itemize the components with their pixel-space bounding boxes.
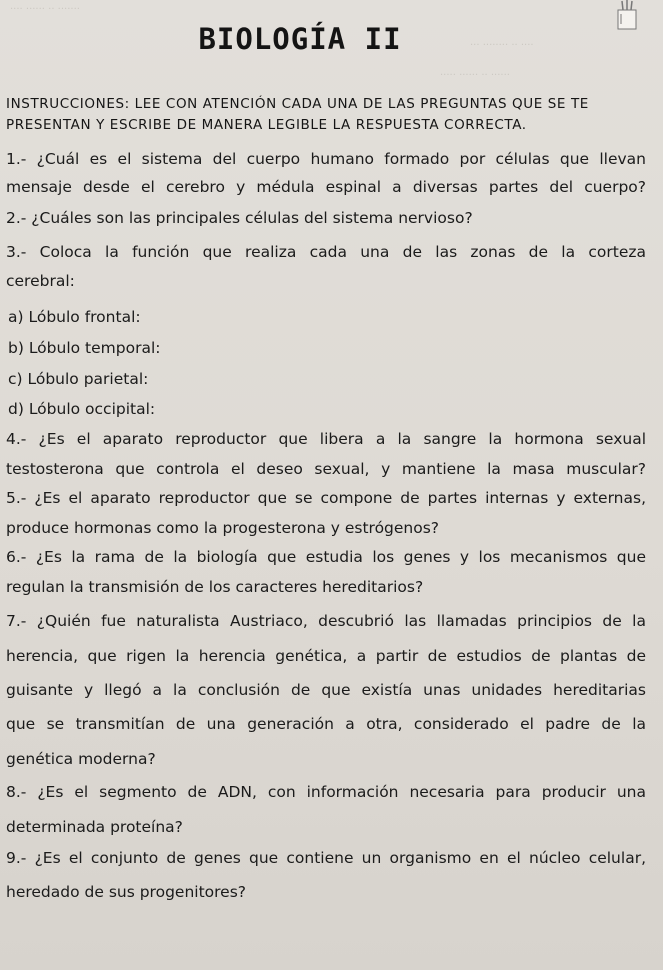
question-5-line-2: produce hormonas como la progesterona y estrógenos? bbox=[6, 519, 440, 537]
question-8-line-2: determinada proteína? bbox=[6, 818, 183, 836]
lobe-parietal: c) Lóbulo parietal: bbox=[8, 370, 149, 388]
question-4-line-2: testosterona que controla el deseo sexual, y mantiene la masa muscular? bbox=[6, 460, 646, 478]
question-7-line-5: genética moderna? bbox=[6, 750, 156, 768]
question-9-line-1: 9.- ¿Es el conjunto de genes que contiene un organismo en el núcleo celular, bbox=[6, 849, 646, 867]
bleed-through-text: ···· ······ ·· ······· bbox=[10, 4, 80, 15]
question-4-line-1: 4.- ¿Es el aparato reproductor que libera a la sangre la hormona sexual bbox=[6, 430, 646, 448]
lobe-frontal: a) Lóbulo frontal: bbox=[8, 308, 141, 326]
question-2: 2.- ¿Cuáles son las principales células del sistema nervioso? bbox=[6, 209, 473, 227]
question-7-line-3: guisante y llegó a la conclusión de que existía unas unidades hereditarias bbox=[6, 681, 646, 699]
instructions-text: INSTRUCCIONES: LEE CON ATENCIÓN CADA UNA DE LAS PREGUNTAS QUE SE TE PRESENTAN Y ESCRIBE DE MANERA LEGIBLE LA RESPUESTA CORRECTA. bbox=[6, 96, 589, 133]
question-5-line-1: 5.- ¿Es el aparato reproductor que se compone de partes internas y externas, bbox=[6, 489, 646, 507]
question-7-line-4: que se transmitían de una generación a otra, considerado el padre de la bbox=[6, 715, 646, 733]
lobe-temporal: b) Lóbulo temporal: bbox=[8, 339, 161, 357]
question-1-line-1: 1.- ¿Cuál es el sistema del cuerpo humano formado por células que llevan bbox=[6, 150, 646, 168]
question-7-line-2: herencia, que rigen la herencia genética, a partir de estudios de plantas de bbox=[6, 647, 646, 665]
question-3-line-1: 3.- Coloca la función que realiza cada una de las zonas de la corteza bbox=[6, 243, 646, 261]
question-7-line-1: 7.- ¿Quién fue naturalista Austriaco, descubrió las llamadas principios de la bbox=[6, 612, 646, 630]
question-6-line-2: regulan la transmisión de los caracteres hereditarios? bbox=[6, 578, 424, 596]
question-9-line-2: heredado de sus progenitores? bbox=[6, 883, 247, 901]
lobe-occipital: d) Lóbulo occipital: bbox=[8, 400, 156, 418]
bleed-through-text: ····· ······ ·· ······ bbox=[440, 70, 510, 81]
question-8-line-1: 8.- ¿Es el segmento de ADN, con información necesaria para producir una bbox=[6, 783, 646, 801]
pencil-cup-icon bbox=[615, 0, 639, 30]
question-6-line-1: 6.- ¿Es la rama de la biología que estudia los genes y los mecanismos que bbox=[6, 548, 646, 566]
page-title: BIOLOGÍA II bbox=[198, 22, 402, 56]
bleed-through-text: ··· ········ ·· ···· bbox=[470, 40, 534, 51]
question-1-line-2: mensaje desde el cerebro y médula espinal a diversas partes del cuerpo? bbox=[6, 178, 646, 196]
question-3-line-2: cerebral: bbox=[6, 272, 75, 290]
